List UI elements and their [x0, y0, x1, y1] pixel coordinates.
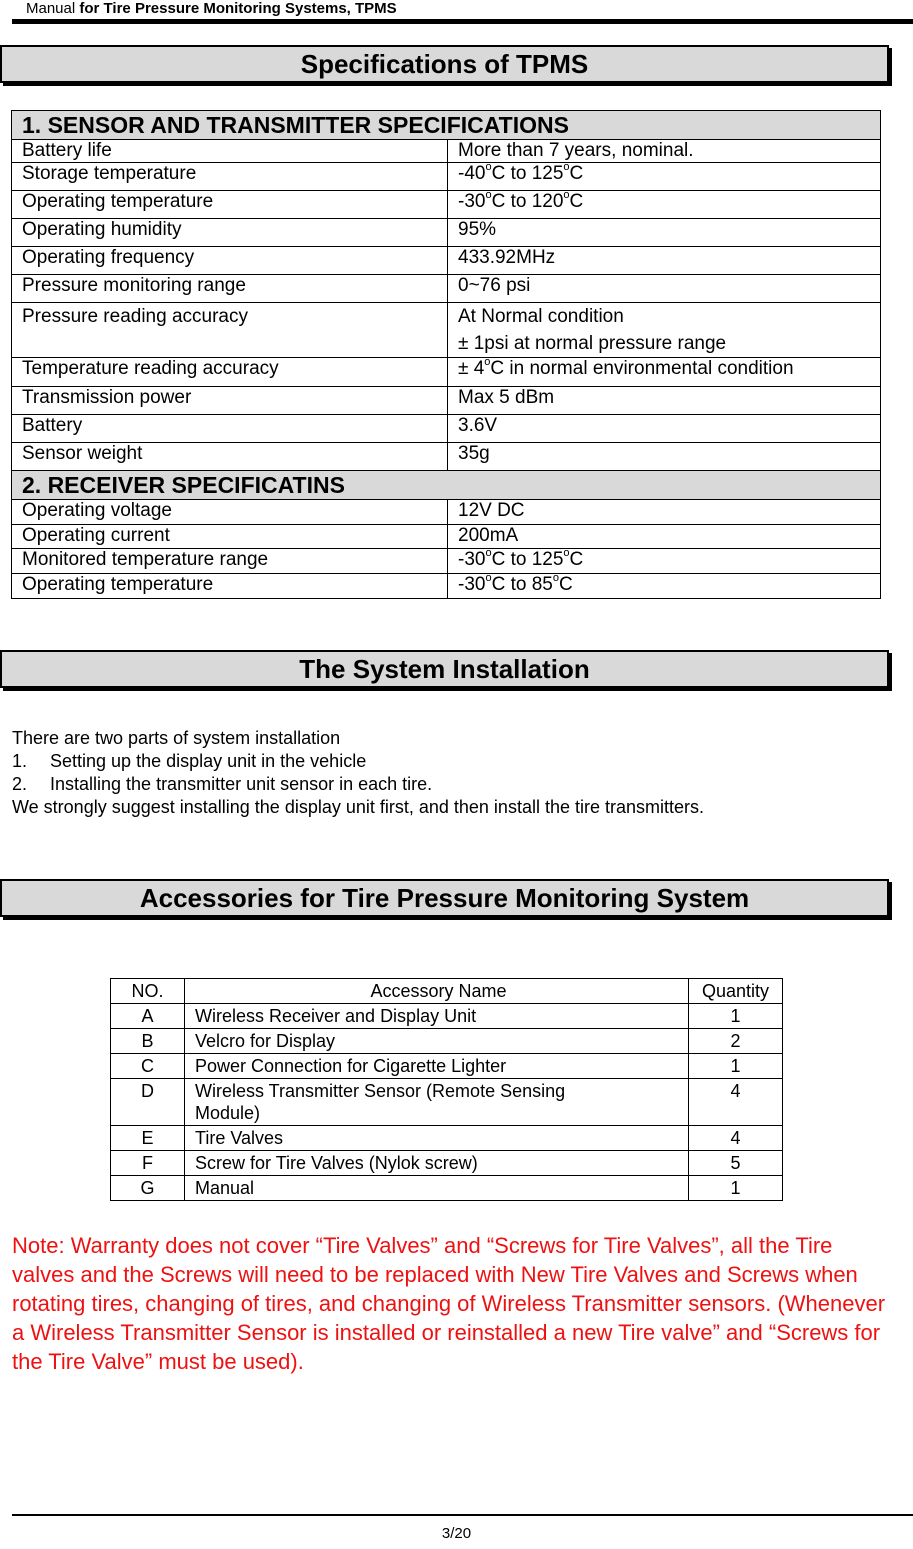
spec-value: Max 5 dBm	[448, 387, 881, 415]
col-header-no: NO.	[111, 979, 185, 1004]
spec-value: 12V DC	[448, 500, 881, 525]
running-header	[26, 0, 397, 18]
spec-value: -30$^o$C to 125$^o$C	[448, 549, 881, 574]
section-title: 2. RECEIVER SPECIFICATINS	[12, 471, 881, 500]
spec-label: Storage temperature	[12, 163, 448, 191]
cell-no: D	[111, 1079, 185, 1126]
spec-value: -30$^o$C to 120$^o$C	[448, 191, 881, 219]
cell-name: Manual	[185, 1176, 689, 1201]
spec-value: 433.92MHz	[448, 247, 881, 275]
cell-no: C	[111, 1054, 185, 1079]
installation-intro: There are two parts of system installation	[12, 728, 341, 748]
table-row	[12, 303, 881, 358]
cell-name: Power Connection for Cigarette Lighter	[185, 1054, 689, 1079]
table-row	[111, 1004, 783, 1029]
spec-label: Operating voltage	[12, 500, 448, 525]
table-row	[12, 191, 881, 219]
spec-label: Pressure reading accuracy	[12, 303, 448, 358]
spec-section-header	[12, 111, 881, 140]
footer-rule	[12, 1514, 913, 1516]
spec-label: Monitored temperature range	[12, 549, 448, 574]
table-row	[111, 1054, 783, 1079]
spec-value: ± $4^oC$ in normal environmental condition	[448, 358, 881, 387]
spec-value: 35g	[448, 443, 881, 471]
cell-no: B	[111, 1029, 185, 1054]
list-item: 2. Installing the transmitter unit sensor in each tire.	[12, 774, 433, 794]
accessories-table	[110, 978, 783, 1201]
spec-label: Sensor weight	[12, 443, 448, 471]
spec-label: Operating frequency	[12, 247, 448, 275]
cell-no: F	[111, 1151, 185, 1176]
cell-name: Velcro for Display	[185, 1029, 689, 1054]
cell-no: A	[111, 1004, 185, 1029]
col-header-name: Accessory Name	[185, 979, 689, 1004]
table-row	[12, 415, 881, 443]
banner-specifications: Specifications of TPMS	[0, 45, 889, 83]
section-title: 1. SENSOR AND TRANSMITTER SPECIFICATIONS	[12, 111, 881, 140]
table-row	[12, 163, 881, 191]
banner-installation: The System Installation	[0, 650, 889, 688]
table-row	[12, 247, 881, 275]
cell-qty: 4	[689, 1079, 783, 1126]
table-row	[12, 549, 881, 574]
spec-value: At Normal condition ± 1psi at normal pressure range	[448, 303, 881, 358]
table-header-row	[111, 979, 783, 1004]
spec-value: 0~76 psi	[448, 275, 881, 303]
table-row	[111, 1079, 783, 1126]
cell-qty: 4	[689, 1126, 783, 1151]
spec-label: Operating temperature	[12, 574, 448, 599]
cell-name: Wireless Receiver and Display Unit	[185, 1004, 689, 1029]
spec-value: 95%	[448, 219, 881, 247]
table-row	[12, 275, 881, 303]
table-row	[12, 358, 881, 387]
table-row	[12, 574, 881, 599]
spec-section-header	[12, 471, 881, 500]
spec-value: -30$^o$C to 85$^o$C	[448, 574, 881, 599]
cell-no: E	[111, 1126, 185, 1151]
table-row	[12, 500, 881, 525]
header-manual: Manual	[26, 0, 76, 17]
table-row	[111, 1151, 783, 1176]
spec-label: Operating current	[12, 525, 448, 549]
cell-qty: 5	[689, 1151, 783, 1176]
spec-value: More than 7 years, nominal.	[448, 140, 881, 163]
spec-value: -40$^o$C to 125$^o$C	[448, 163, 881, 191]
spec-label: Battery life	[12, 140, 448, 163]
spec-label: Temperature reading accuracy	[12, 358, 448, 387]
spec-value: 200mA	[448, 525, 881, 549]
cell-name: Tire Valves	[185, 1126, 689, 1151]
table-row	[12, 525, 881, 549]
list-item: 1. Setting up the display unit in the vehicle	[12, 751, 367, 771]
cell-qty: 1	[689, 1054, 783, 1079]
table-row	[12, 387, 881, 415]
spec-label: Battery	[12, 415, 448, 443]
cell-qty: 1	[689, 1176, 783, 1201]
cell-name: Wireless Transmitter Sensor (Remote Sensing Module)	[185, 1079, 689, 1126]
spec-table	[11, 110, 881, 599]
spec-value: 3.6V	[448, 415, 881, 443]
cell-qty: 1	[689, 1004, 783, 1029]
installation-text	[12, 727, 704, 819]
warranty-note: Note: Warranty does not cover “Tire Valves” and “Screws for Tire Valves”, all the Tire valves and the Screws will need to be replaced with New Tire Valves and Screws when rotating tires, changing of tires, and changing of Wireless Transmitter sensors. (Whenever a Wireless Transmitter Sensor is installed or reinstalled a new Tire valve” and “Screws for the Tire Valve” must be used).	[12, 1233, 886, 1374]
table-row	[111, 1029, 783, 1054]
header-title: for Tire Pressure Monitoring Systems, TPMS	[79, 0, 397, 17]
table-row	[12, 219, 881, 247]
banner-accessories: Accessories for Tire Pressure Monitoring System	[0, 879, 889, 917]
cell-no: G	[111, 1176, 185, 1201]
header-rule	[12, 19, 913, 24]
spec-label: Transmission power	[12, 387, 448, 415]
page-number: 3/20	[441, 1525, 472, 1542]
spec-label: Operating humidity	[12, 219, 448, 247]
spec-label: Operating temperature	[12, 191, 448, 219]
table-row	[111, 1176, 783, 1201]
cell-name: Screw for Tire Valves (Nylok screw)	[185, 1151, 689, 1176]
table-row	[12, 443, 881, 471]
cell-qty: 2	[689, 1029, 783, 1054]
table-row	[111, 1126, 783, 1151]
spec-label: Pressure monitoring range	[12, 275, 448, 303]
installation-suggestion: We strongly suggest installing the display unit first, and then install the tire transmitters.	[12, 797, 704, 817]
table-row	[12, 140, 881, 163]
col-header-qty: Quantity	[689, 979, 783, 1004]
